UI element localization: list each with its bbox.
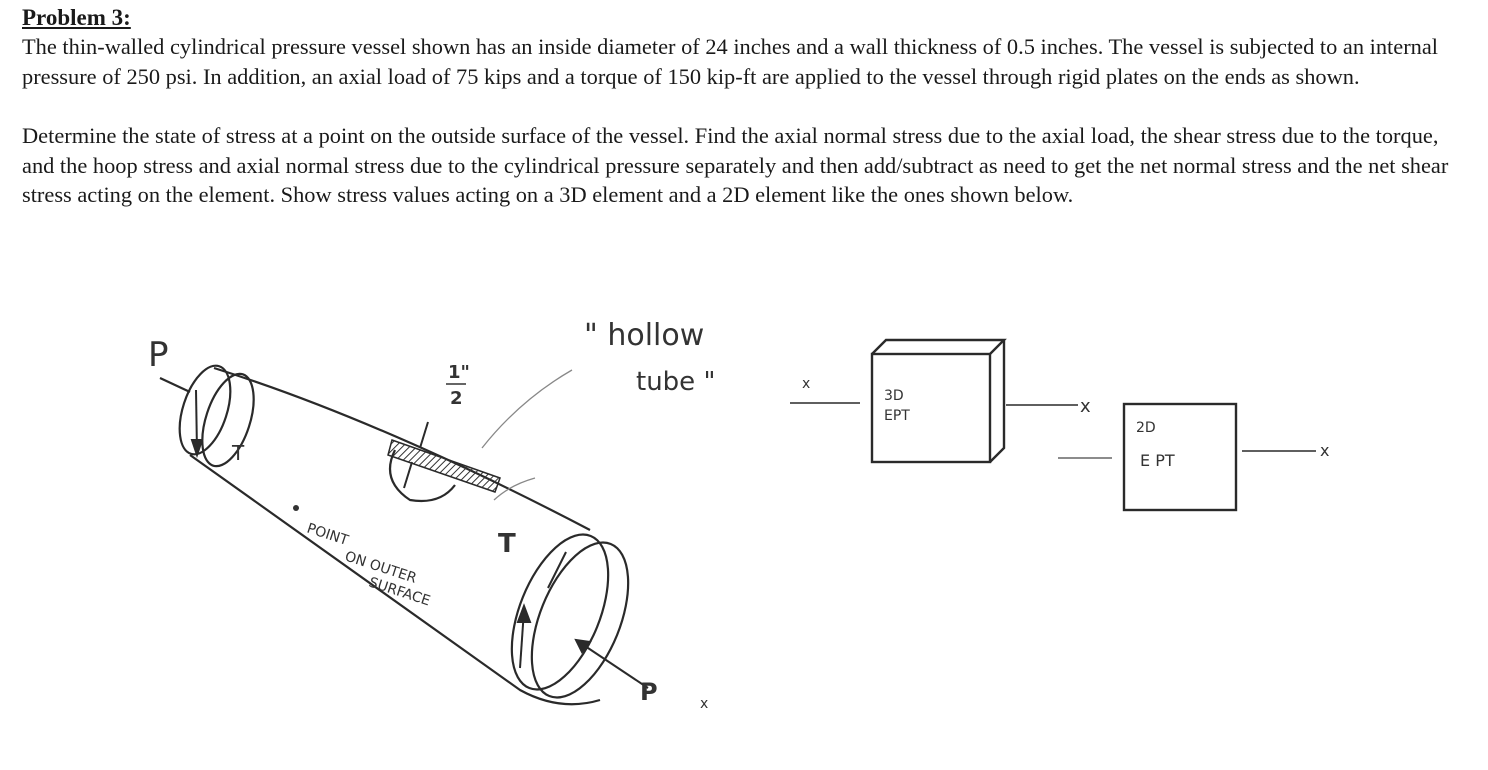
torque-label-left: T [232, 441, 245, 465]
stress-element-2d [1058, 404, 1316, 510]
point-marker [293, 505, 299, 511]
vessel-left-plate [192, 368, 264, 473]
element-2d-label-2: E PT [1140, 451, 1175, 470]
torque-label-right: T [498, 529, 516, 559]
element-3d-label-2: EPT [884, 408, 910, 424]
thickness-numerator: 1" [448, 362, 470, 383]
vessel-right-plate [512, 529, 648, 711]
point-label-3: SURFACE [366, 574, 433, 610]
pressure-vessel-figure [160, 359, 648, 711]
problem-heading: Problem 3: [22, 5, 131, 30]
element-2d-right-axis: x [1320, 441, 1330, 460]
hollow-tube-leader [482, 370, 572, 448]
element-3d-left-axis: x [802, 376, 811, 392]
thickness-denominator: 2 [450, 388, 463, 409]
vessel-left-end [170, 359, 240, 460]
load-label-right: P [640, 678, 658, 706]
surface-leader [494, 478, 535, 500]
point-label-2: ON OUTER [342, 548, 419, 587]
hollow-tube-label-1: " hollow [584, 318, 705, 353]
problem-paragraph-1: The thin-walled cylindrical pressure vessel shown has an inside diameter of 24 inches and a wall thickness of 0.5 inches. The vessel is subjected to an internal pressure of 250 psi. In addition, an axial load of 75 kips and a torque of 150 kip-ft are applied to the vessel through rigid plates on the ends as shown. [22, 34, 1439, 89]
element-3d-right-axis: x [1080, 396, 1091, 417]
hollow-tube-label-2: tube " [636, 367, 716, 397]
element-3d-top-face [872, 340, 1004, 354]
load-label-left: P [148, 335, 169, 375]
load-arrow-left [160, 378, 190, 392]
element-2d-label-1: 2D [1136, 420, 1156, 436]
stress-element-3d [790, 340, 1078, 462]
element-3d-label-1: 3D [884, 388, 904, 404]
element-3d-side-face [990, 340, 1004, 462]
torque-arrow-left [192, 390, 202, 455]
problem-paragraph-2: Determine the state of stress at a point on the outside surface of the vessel. Find the axial normal stress due to the axial load, the shear stress due to the torque, and the hoop stress and axial normal stress due to the cylindrical pressure separately and then add/subtract as need to get the net normal stress and the net shear stress acting on the element. Show stress values acting on a 3D element and a 2D element like the ones shown below. [22, 123, 1449, 207]
axis-label-vessel: x [700, 696, 709, 712]
point-label-1: POINT [304, 520, 351, 549]
